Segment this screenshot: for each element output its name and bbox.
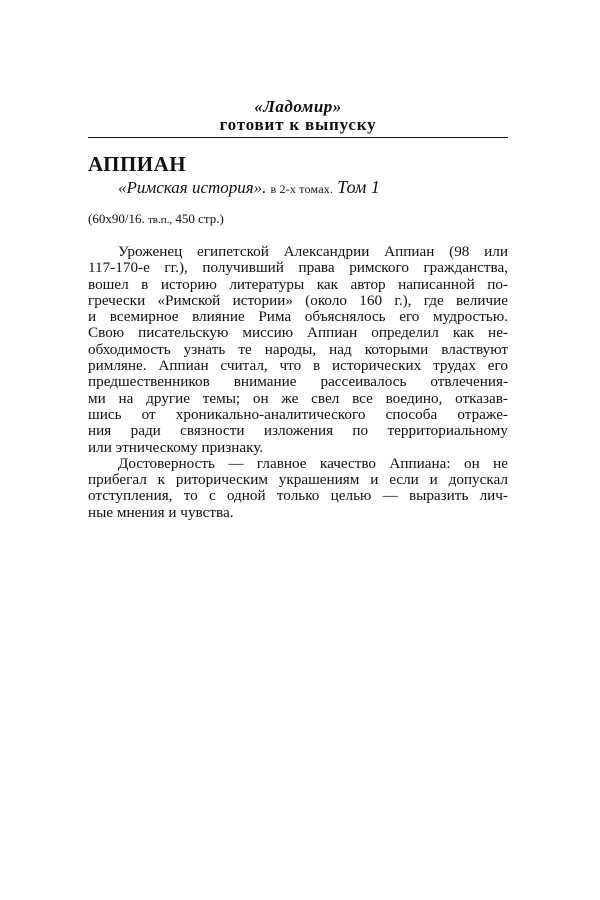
book-author: АППИАН [88,152,187,176]
description-line: ми на другие темы; он же свел все воедино, отказав- [88,390,508,407]
description-line: римляне. Аппиан считал, что в исторических трудах его [88,358,508,375]
book-title: «Римская история». [118,178,267,197]
description-line: гречески «Римской истории» (около 160 г.), где величие [88,292,508,309]
description-line: и всемирное влияние Рима объяснялось его мудростью. [88,309,508,326]
description-line: вошел в историю литературы как автор написанной по- [88,276,508,293]
header-divider [88,137,508,138]
specs-binding: тв.п., [147,214,173,226]
description-line: отступления, то с одной только целью — выразить лич- [88,488,508,505]
description-line: 117-170-е гг.), получивший права римского гражданства, [88,260,508,277]
description-line: или этническому признаку. [88,439,264,456]
book-tome: Том 1 [337,177,380,197]
publisher-name: «Ладомир» [254,97,342,116]
description-line: ния ради связности изложения по территориальному [88,423,508,440]
specs-format: (60x90/16. [88,211,145,226]
description-line: обходимость узнать те народы, над которыми властвуют [88,341,508,358]
specs-pages: 450 стр.) [175,211,224,226]
book-volumes: в 2-х томах. [270,182,334,196]
publisher-tagline: готовит к выпуску [219,115,377,134]
description-line: ные мнения и чувства. [88,504,234,521]
publisher-header [88,98,508,134]
book-title-line [118,176,380,200]
description-line: Уроженец египетской Александрии Аппиан (98 или [118,244,508,260]
book-specs [88,210,224,229]
book-description [88,244,508,521]
description-line: Достоверность — главное качество Аппиана: он не [118,455,508,472]
description-line: Свою писательскую миссию Аппиан определил как не- [88,325,508,342]
description-line: шись от хроникально-аналитического способа отраже- [88,406,508,423]
description-line: прибегал к риторическим украшениям и если и допускал [88,472,508,489]
description-line: предшественников внимание рассеивалось отвлечения- [88,374,508,391]
